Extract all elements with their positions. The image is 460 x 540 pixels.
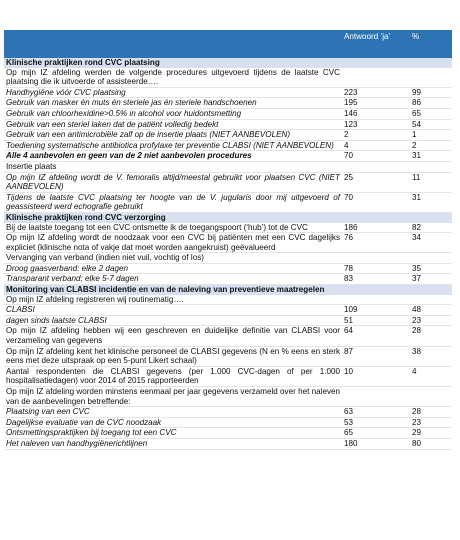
section-header-row bbox=[4, 212, 452, 222]
table-row bbox=[4, 315, 452, 326]
row-percent: 28 bbox=[410, 407, 452, 418]
row-description: Op mijn IZ afdeling hebben wij een geschreven en duidelijke definitie van CLABSI voor verzameling van gegevens bbox=[6, 326, 340, 346]
section-header-row bbox=[4, 58, 452, 68]
row-count: 70 bbox=[342, 192, 410, 212]
row-percent: 35 bbox=[410, 263, 452, 274]
header-percent: % bbox=[410, 30, 452, 58]
row-description: Aantal respondenten die CLABSI gegevens (per 1.000 CVC-dagen of per 1.000 hospitalisatiedagen) voor 2014 of 2015 rapporteerden bbox=[6, 366, 340, 386]
row-count: 78 bbox=[342, 263, 410, 274]
table-row bbox=[4, 438, 452, 449]
section-header-row bbox=[4, 285, 452, 295]
table-row bbox=[4, 366, 452, 386]
table-row bbox=[4, 172, 452, 192]
row-count: 123 bbox=[342, 119, 410, 130]
row-count bbox=[342, 253, 410, 264]
row-percent bbox=[410, 295, 452, 305]
row-count: 223 bbox=[342, 87, 410, 98]
row-description: Op mijn IZ afdeling worden minstens eenmaal per jaar gegevens verzameld over het naleven van de aanbevelingen betreffende: bbox=[6, 387, 340, 406]
table-row bbox=[4, 223, 452, 233]
row-count: 186 bbox=[342, 223, 410, 233]
table-row bbox=[4, 161, 452, 172]
row-description: Tijdens de laatste CVC plaatsing ter hoogte van de V. jugularis door mij uitgevoerd of geassisteerd werd echografie gebruikt bbox=[6, 192, 340, 212]
row-description: Gebruik van masker én muts én steriele jas én steriele handschoenen bbox=[4, 98, 342, 109]
row-count: 51 bbox=[342, 315, 410, 326]
row-description: Op mijn IZ afdeling wordt de V. femoralis altijd/meestal gebruikt voor plaatsen CVC (NIET AANBEVOLEN) bbox=[6, 172, 340, 192]
row-percent: 1 bbox=[410, 130, 452, 141]
row-percent bbox=[410, 387, 452, 407]
table-row bbox=[4, 119, 452, 130]
row-description: Gebruik van een antimicrobiële zalf op de insertie plaats (NIET AANBEVOLEN) bbox=[4, 130, 342, 141]
row-description: Op mijn IZ afdeling wordt de noodzaak voor een CVC bij patiënten met een CVC dagelijks expliciet (klinische nota of vakje dat moet worden aangekruist) geëvalueerd bbox=[6, 233, 340, 252]
row-percent: 23 bbox=[410, 315, 452, 326]
section-title: Monitoring van CLABSI incidentie en van de naleving van preventieve maatregelen bbox=[4, 285, 452, 295]
table-row bbox=[4, 192, 452, 212]
table-row bbox=[4, 140, 452, 151]
row-count: 53 bbox=[342, 417, 410, 428]
row-percent: 29 bbox=[410, 428, 452, 439]
row-count: 70 bbox=[342, 151, 410, 162]
row-description: Gebruik van een steriel laken dat de patiënt volledig bedekt bbox=[4, 119, 342, 130]
table-row bbox=[4, 274, 452, 285]
table-row bbox=[4, 87, 452, 98]
table-row bbox=[4, 407, 452, 418]
row-count: 65 bbox=[342, 428, 410, 439]
row-percent: 11 bbox=[410, 172, 452, 192]
row-percent: 38 bbox=[410, 346, 452, 366]
row-percent: 4 bbox=[410, 366, 452, 386]
row-description: Plaatsing van een CVC bbox=[4, 407, 342, 418]
row-description: Handhygiëne vóór CVC plaatsing bbox=[4, 87, 342, 98]
header-item bbox=[4, 30, 342, 58]
row-count: 4 bbox=[342, 140, 410, 151]
row-count: 83 bbox=[342, 274, 410, 285]
row-percent bbox=[410, 253, 452, 264]
table-body bbox=[4, 58, 452, 449]
row-percent: 23 bbox=[410, 417, 452, 428]
row-count: 25 bbox=[342, 172, 410, 192]
table-row bbox=[4, 428, 452, 439]
row-count: 180 bbox=[342, 438, 410, 449]
row-count: 146 bbox=[342, 108, 410, 119]
row-percent: 2 bbox=[410, 140, 452, 151]
row-count bbox=[342, 387, 410, 407]
row-percent: 48 bbox=[410, 305, 452, 316]
row-description: dagen sinds laatste CLABSI bbox=[4, 315, 342, 326]
row-percent: 37 bbox=[410, 274, 452, 285]
row-description: Transparant verband: elke 5-7 dagen bbox=[4, 274, 342, 285]
row-percent: 86 bbox=[410, 98, 452, 109]
row-percent: 31 bbox=[410, 151, 452, 162]
row-description: Het naleven van handhygiënerichtlijnen bbox=[4, 438, 342, 449]
row-percent bbox=[410, 161, 452, 172]
row-count bbox=[342, 68, 410, 88]
row-percent: 82 bbox=[410, 223, 452, 233]
row-percent: 28 bbox=[410, 326, 452, 346]
table-row bbox=[4, 417, 452, 428]
row-count bbox=[342, 295, 410, 305]
table-row bbox=[4, 305, 452, 316]
row-count: 76 bbox=[342, 233, 410, 253]
table-row bbox=[4, 295, 452, 305]
row-percent: 80 bbox=[410, 438, 452, 449]
table-header-row bbox=[4, 30, 452, 58]
section-title: Klinische praktijken rond CVC verzorging bbox=[4, 212, 452, 222]
row-count: 64 bbox=[342, 326, 410, 346]
row-description: Alle 4 aanbevolen en geen van de 2 niet aanbevolen procedures bbox=[4, 151, 342, 162]
table-row bbox=[4, 253, 452, 264]
row-description: Op mijn IZ afdeling werden de volgende procedures uitgevoerd tijdens de laatste CVC plaatsing die ik uitvoerde of assisteerde…. bbox=[6, 67, 340, 87]
row-count: 195 bbox=[342, 98, 410, 109]
row-percent: 54 bbox=[410, 119, 452, 130]
row-percent: 99 bbox=[410, 87, 452, 98]
table-row bbox=[4, 130, 452, 141]
row-description: Op mijn IZ afdeling kent het klinische personeel de CLABSI gegevens (N en % eens en sterk eens met deze uitspraak op een 5-punt Likert schaal) bbox=[6, 346, 340, 366]
row-percent bbox=[410, 68, 452, 88]
row-count: 10 bbox=[342, 366, 410, 386]
section-title: Klinische praktijken rond CVC plaatsing bbox=[4, 58, 452, 68]
row-description: Op mijn IZ afdeling registreren wij routinematig…. bbox=[4, 295, 342, 305]
header-answer-yes: Antwoord ‘ja’ bbox=[342, 30, 410, 58]
row-percent: 31 bbox=[410, 192, 452, 212]
row-description: Bij de laatste toegang tot een CVC ontsmette ik de toegangspoort (‘hub’) tot de CVC bbox=[4, 223, 342, 233]
table-row bbox=[4, 326, 452, 346]
row-count: 87 bbox=[342, 346, 410, 366]
row-description: Ontsmettingspraktijken bij toegang tot een CVC bbox=[4, 428, 342, 439]
table-row bbox=[4, 68, 452, 88]
row-count: 63 bbox=[342, 407, 410, 418]
row-percent: 34 bbox=[410, 233, 452, 253]
table-row bbox=[4, 263, 452, 274]
row-description: Toediening systematische antibiotica profylaxe ter preventie CLABSI (NIET AANBEVOLEN) bbox=[4, 140, 342, 151]
row-description: Vervanging van verband (indien niet vuil, vochtig of los) bbox=[4, 253, 342, 264]
row-description: Gebruik van chloorhexidine>0.5% in alcohol voor huidontsmetting bbox=[4, 108, 342, 119]
row-description: Droog gaasverband: elke 2 dagen bbox=[4, 263, 342, 274]
table-row bbox=[4, 387, 452, 407]
row-description: CLABSI bbox=[4, 305, 342, 316]
table-row bbox=[4, 108, 452, 119]
row-count: 109 bbox=[342, 305, 410, 316]
row-count: 2 bbox=[342, 130, 410, 141]
table-row bbox=[4, 233, 452, 253]
row-percent: 65 bbox=[410, 108, 452, 119]
results-table bbox=[4, 30, 452, 450]
row-description: Insertie plaats bbox=[4, 161, 342, 172]
table-row bbox=[4, 98, 452, 109]
table-row bbox=[4, 346, 452, 366]
table-row bbox=[4, 151, 452, 162]
row-description: Dagelijkse evaluatie van de CVC noodzaak bbox=[4, 417, 342, 428]
row-count bbox=[342, 161, 410, 172]
